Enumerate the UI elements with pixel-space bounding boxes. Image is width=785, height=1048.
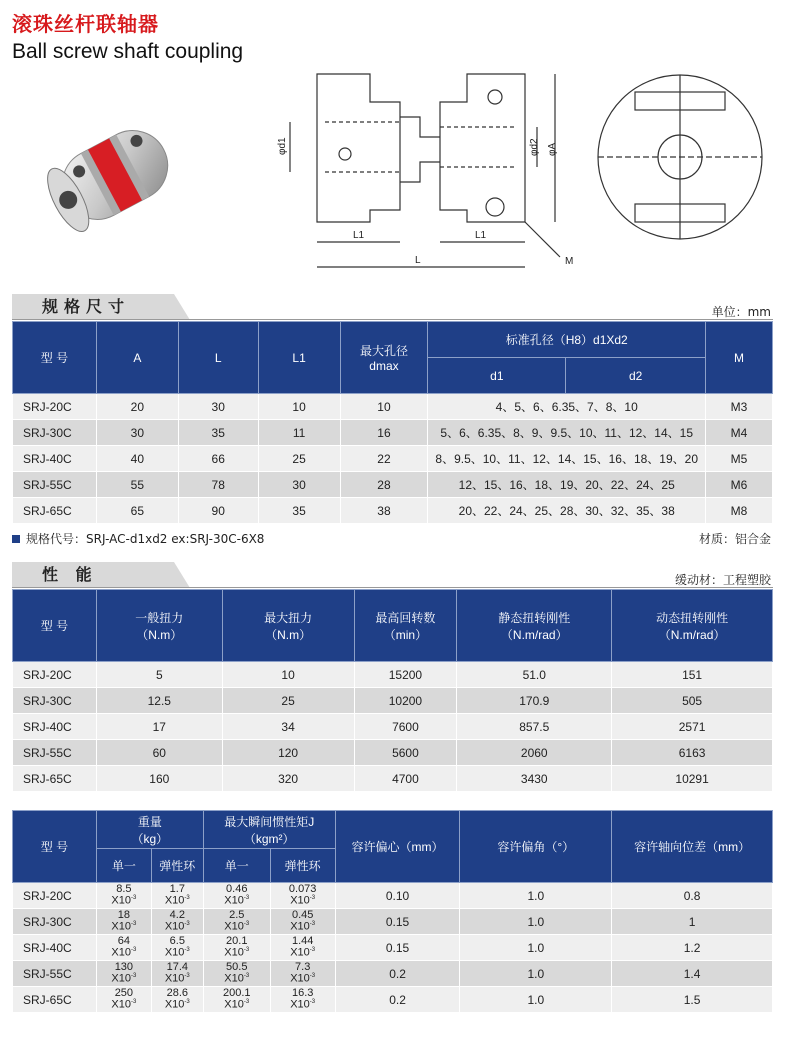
header-speed: 最高回转数 （min）	[354, 590, 457, 662]
label-L: L	[415, 255, 421, 266]
header-d2: d2	[566, 358, 706, 394]
header-inertia: 最大瞬间惯性矩J （kgm²）	[203, 811, 335, 849]
header-d1: d1	[428, 358, 566, 394]
performance-table	[12, 589, 773, 792]
model-code-note: 规格代号：SRJ-AC-d1xd2 ex:SRJ-30C-6X8	[26, 532, 265, 546]
label-M: M	[565, 256, 574, 267]
table-row: SRJ-20C 5 10 15200 51.0 151	[13, 662, 773, 688]
header-elastic: 弹性环	[270, 849, 335, 883]
table-row: SRJ-20C 20 30 10 10 4、5、6、6.35、7、8、10 M3	[13, 394, 773, 420]
header-max-torque: 最大扭力 （N.m）	[222, 590, 354, 662]
page-subtitle: Ball screw shaft coupling	[12, 40, 244, 63]
label-d2: φd2	[529, 138, 540, 156]
header-static-rigidity: 静态扭转刚性 （N.m/rad）	[457, 590, 612, 662]
page-title: 滚珠丝杆联轴器	[12, 12, 159, 36]
header-model: 型 号	[13, 811, 97, 883]
table-row: SRJ-55C 130 $X10^{-3}$ 17.4 $X10^{-3}$ 50.5 $X10^{-3}$ 7.3 $X10^{-3}$ 0.2 1.0 1.4	[13, 961, 773, 987]
header-elastic: 弹性环	[151, 849, 203, 883]
unit-note: 单位：mm	[711, 305, 771, 319]
label-d1: φd1	[277, 137, 288, 155]
header-l1: L1	[258, 322, 340, 394]
header-a: A	[96, 322, 178, 394]
label-L1-left: L1	[353, 230, 365, 241]
spec-table	[12, 321, 773, 524]
header-dmax: 最大孔径 dmax	[340, 322, 428, 394]
header-axial: 容许轴向位差（mm）	[612, 811, 773, 883]
table-row: SRJ-65C 250 $X10^{-3}$ 28.6 $X10^{-3}$ 200.1 $X10^{-3}$ 16.3 $X10^{-3}$ 0.2 1.0 1.5	[13, 987, 773, 1013]
table-row: SRJ-55C 60 120 5600 2060 6163	[13, 740, 773, 766]
table-row: SRJ-55C 55 78 30 28 12、15、16、18、19、20、22、24、25 M6	[13, 472, 773, 498]
table-row: SRJ-40C 17 34 7600 857.5 2571	[13, 714, 773, 740]
header-model: 型 号	[13, 590, 97, 662]
header-l: L	[178, 322, 258, 394]
material-note: 材质：铝合金	[698, 532, 771, 546]
table-row: SRJ-40C 40 66 25 22 8、9.5、10、11、12、14、15、16、18、19、20 M5	[13, 446, 773, 472]
table-row: SRJ-40C 64 $X10^{-3}$ 6.5 $X10^{-3}$ 20.1 $X10^{-3}$ 1.44 $X10^{-3}$ 0.15 1.0 1.2	[13, 935, 773, 961]
table-row: SRJ-65C 65 90 35 38 20、22、24、25、28、30、32、35、38 M8	[13, 498, 773, 524]
header-weight: 重量 （kg）	[96, 811, 203, 849]
label-L1-right: L1	[475, 230, 487, 241]
header-eccentric: 容许偏心（mm）	[335, 811, 460, 883]
table-row: SRJ-65C 160 320 4700 3430 10291	[13, 766, 773, 792]
table-row: SRJ-30C 12.5 25 10200 170.9 505	[13, 688, 773, 714]
header-bore: 标准孔径（H8）d1Xd2	[428, 322, 706, 358]
product-image	[40, 100, 190, 250]
header-angle: 容许偏角（°）	[460, 811, 612, 883]
spec-section-title: 规格尺寸	[12, 294, 174, 320]
header-m: M	[706, 322, 773, 394]
buffer-note: 缓动材：工程塑胶	[674, 573, 771, 587]
table-row: SRJ-20C 8.5 $X10^{-3}$ 1.7 $X10^{-3}$ 0.46 $X10^{-3}$ 0.073 $X10^{-3}$ 0.10 1.0 0.8	[13, 883, 773, 909]
header-single: 单一	[96, 849, 151, 883]
spec-note	[12, 530, 773, 547]
perf-section-title: 性 能	[12, 562, 174, 588]
technical-drawing	[275, 62, 775, 282]
header-torque: 一般扭力 （N.m）	[96, 590, 222, 662]
header-single: 单一	[203, 849, 270, 883]
bullet-icon	[12, 535, 20, 543]
divider	[12, 587, 773, 588]
header-model: 型 号	[13, 322, 97, 394]
table-row: SRJ-30C 30 35 11 16 5、6、6.35、8、9、9.5、10、11、12、14、15 M4	[13, 420, 773, 446]
header-dynamic-rigidity: 动态扭转刚性 （N.m/rad）	[612, 590, 773, 662]
divider	[12, 319, 773, 320]
label-A: φA	[547, 142, 558, 156]
table-row: SRJ-30C 18 $X10^{-3}$ 4.2 $X10^{-3}$ 2.5 $X10^{-3}$ 0.45 $X10^{-3}$ 0.15 1.0 1	[13, 909, 773, 935]
weight-table	[12, 810, 773, 1013]
